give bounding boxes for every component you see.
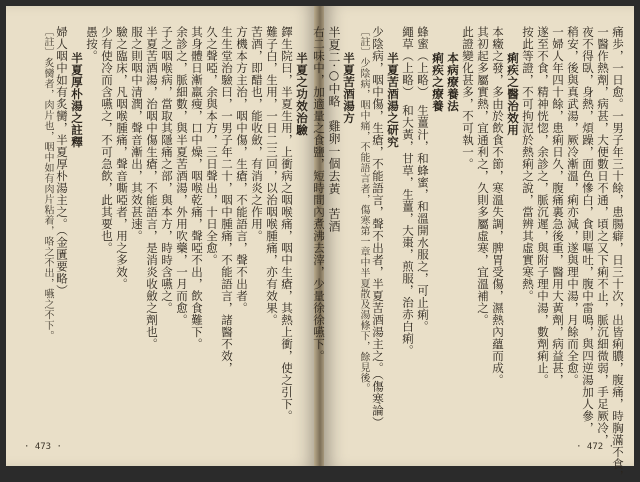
right-page-column-heading: 半夏苦酒湯之研究 [386, 52, 400, 148]
right-page-column-heading: 半夏苦酒湯方 [342, 52, 356, 124]
right-page-column-body: 稍安，後與真武湯，厥冷漸溫，痢亦減，遂與理中湯，月餘而全愈。 [566, 26, 580, 386]
left-page-column-note: 〔註〕炙臠者，肉片也，咽中如有肉片粘着，咯之不出，嚥之不下。 [42, 26, 53, 341]
left-page-column-body: 余診之，脈細數，與半夏苦酒湯，外用吹藥，一月而愈。 [175, 26, 189, 326]
right-page-column-body: 蜂蜜（上略） 生薑汁，和蜂蜜，和溫開水服之，可止痢。 [416, 26, 430, 333]
left-page-column-body: 婦人咽中如有炙臠，半夏厚朴湯主之。（金匱要略） [55, 26, 69, 297]
right-page-column-heading: 痢疾之醫治效用 [506, 52, 520, 136]
left-page-column-body: 方機本方主治，咽中傷，生瘡，不能語言，聲不出者。 [235, 26, 249, 314]
left-page-column-body: 鐸生院曰，半夏生用，上衝病之咽喉痛，咽中生瘡，其熱上衝，使之引下。 [280, 26, 294, 422]
right-page-column-body: 一婦人年四十餘，患痢日久，腹痛裏急後重，醫用大黃劑，病益甚， [551, 26, 565, 386]
right-page-column-formula: 半夏二·○中略 雞卵一個去黃 苦酒 [327, 26, 341, 233]
left-page-column-body: 生生堂治驗曰，一男子年二十，咽中腫痛，不能語言，諸醫不效， [220, 26, 234, 374]
right-page-column-body: 遂至不食，精神恍惚，余診之，脈沉遲，與附子理中湯，數劑痢止。 [536, 26, 550, 386]
left-page-column-body: 服之則咽中清潤，聲音漸出，其效甚速。 [130, 26, 144, 242]
right-page-column-body: 其初起多屬實熱，宜通利之，久則多屬虛寒，宜溫補之。 [476, 26, 490, 326]
right-page [312, 6, 634, 482]
right-page-column-body: 本癥之發，多由於飲食不節，寒溫失調，脾胃受傷，濕熱內蘊而成。 [491, 26, 505, 386]
left-page-number: · 473 · [24, 442, 62, 452]
right-page-column-body: 夜不得臥，身熱，煩躁，面色慘白，食則嘔吐，腹中雷鳴，與四逆湯加人參， [581, 26, 595, 434]
left-page-column-body: 難子白，生用，一日二三回，以治咽喉腫痛，亦有效果。 [265, 26, 279, 326]
left-page-column-body: 驗之臨床，凡咽喉腫痛，聲音嘶啞者，用之多效。 [115, 26, 129, 290]
right-page-number: · 472 · [576, 442, 614, 452]
left-page [6, 6, 316, 466]
right-page-column-body: 痛歩，一日愈。一男子年三十餘，患腸癖，日三十次，出皆痢膿，腹痛，時胸滿不食， [611, 26, 625, 482]
left-page-column-heading: 半夏之功效治驗 [295, 52, 309, 136]
right-page-column-heading: 本病療養法 [446, 52, 460, 112]
right-page-column-body: 按此等證，不可拘泥於熱痢之說，當辨其虛實寒熱。 [521, 26, 535, 302]
left-page-column-body: 子之咽喉病，當取其隱痛之部，與本方，時時含嚥之。 [160, 26, 174, 314]
right-page-column-body: 右二味中，加適量之食鹽，短時間內煮沸去滓，少量徐徐嚥下。 [312, 26, 326, 362]
book-spread [6, 6, 634, 482]
left-page-column-heading: 半夏厚朴湯之註釋 [70, 52, 84, 148]
left-page-column-body: 久之聲啞，余與本方，三日聲出，十日全愈。 [205, 26, 219, 266]
left-text-block [16, 26, 308, 426]
left-page-column-body: 半夏苦酒湯，治咽中傷生瘡，不能語言，是消炎收斂之劑也。 [145, 26, 159, 350]
right-page-column-body: 繩草（上略） 和大黃，甘草，生薑，大棗，煎服，治赤白痢。 [401, 26, 415, 357]
left-page-column-body: 苦酒，即醋也，能收斂，有消炎之作用。 [250, 26, 264, 242]
right-page-column-body: 此證變化甚多，不可執一。 [461, 26, 475, 170]
right-page-column-note: 〔註〕少陰病，咽中痛，不能語言者，傷寒第一章中半夏散及湯條下，餘見後。 [358, 26, 369, 394]
right-page-column-body: 一醫作熱劑，病甚，大便數日不通，頃之又下痢不止，脈沉細微弱，手足厥冷， [596, 26, 610, 446]
left-page-column-body: 愚按。 [85, 26, 99, 62]
left-page-column-body: 其身體日漸羸瘦，口中燥，咽喉乾痛，聲啞不出，飲食難下。 [190, 26, 204, 350]
right-page-column-heading: 痢疾之療養 [431, 52, 445, 112]
left-page-column-body: 少有使冷而含嚥之，不可急飲，此其要也。 [100, 26, 114, 254]
right-page-column-body: 少陰病，咽中傷，生瘡，不能語言，聲不出者，半夏苦酒湯主之。（傷寒論） [371, 26, 385, 429]
